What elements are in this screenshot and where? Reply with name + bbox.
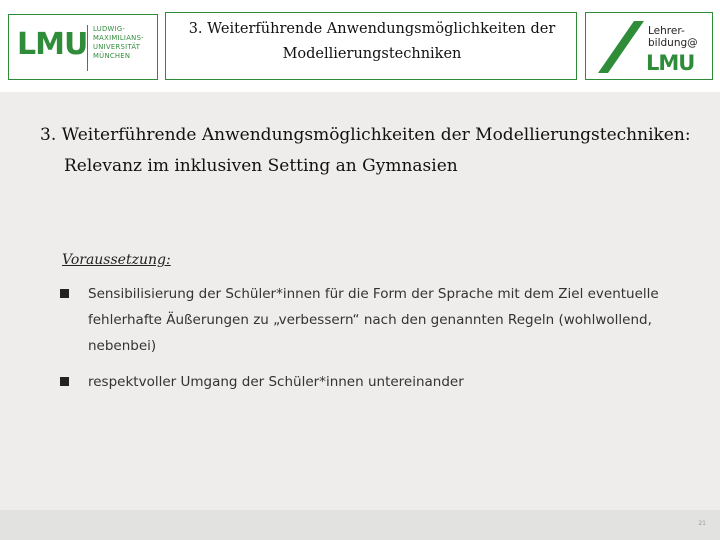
- header-title: 3. Weiterführende Anwendungsmöglichkeiten der Modellierungstechniken: [188, 21, 556, 62]
- lehrerbildung-text-line: bildung@: [648, 37, 698, 49]
- lmu-logo-divider: [87, 25, 88, 71]
- lmu-logo-letters: LMU: [17, 27, 88, 62]
- section-heading: Voraussetzung:: [62, 252, 171, 268]
- list-item-text: respektvoller Umgang der Schüler*innen untereinander: [88, 374, 464, 390]
- slide-title-line: 3. Weiterführende Anwendungsmöglichkeiten der Modellierungstechniken:: [40, 125, 691, 145]
- lehrerbildung-text: [648, 25, 698, 49]
- lehrerbildung-logo: [585, 12, 713, 80]
- header-title-box: [165, 12, 577, 80]
- list-item: [60, 281, 660, 359]
- lehrerbildung-text-line: Lehrer-: [648, 25, 685, 37]
- square-bullet-icon: [60, 377, 69, 386]
- slide-title-line: Relevanz im inklusiven Setting an Gymnasien: [64, 156, 458, 176]
- lmu-name-line: MAXIMILIANS-: [93, 34, 144, 42]
- lehrerbildung-logo-letters: LMU: [646, 51, 695, 75]
- square-bullet-icon: [60, 289, 69, 298]
- slide-title: [40, 120, 700, 182]
- lmu-logo: [8, 14, 158, 80]
- slide-header: [0, 0, 720, 92]
- list-item-text: Sensibilisierung der Schüler*innen für die Form der Sprache mit dem Ziel eventuelle fehlerhafte Äußerungen zu „verbessern“ nach den genannten Regeln (wohlwollend, nebenbei): [88, 286, 659, 354]
- lmu-name-line: LUDWIG-: [93, 25, 126, 33]
- page-number: 21: [698, 520, 706, 527]
- green-slash-icon: [596, 19, 646, 75]
- lmu-logo-university-name: [93, 25, 157, 61]
- slide-footer: [0, 510, 720, 540]
- bullet-list: [60, 281, 660, 405]
- list-item: [60, 369, 660, 395]
- lmu-name-line: UNIVERSITÄT: [93, 43, 141, 51]
- lmu-name-line: MÜNCHEN: [93, 52, 131, 60]
